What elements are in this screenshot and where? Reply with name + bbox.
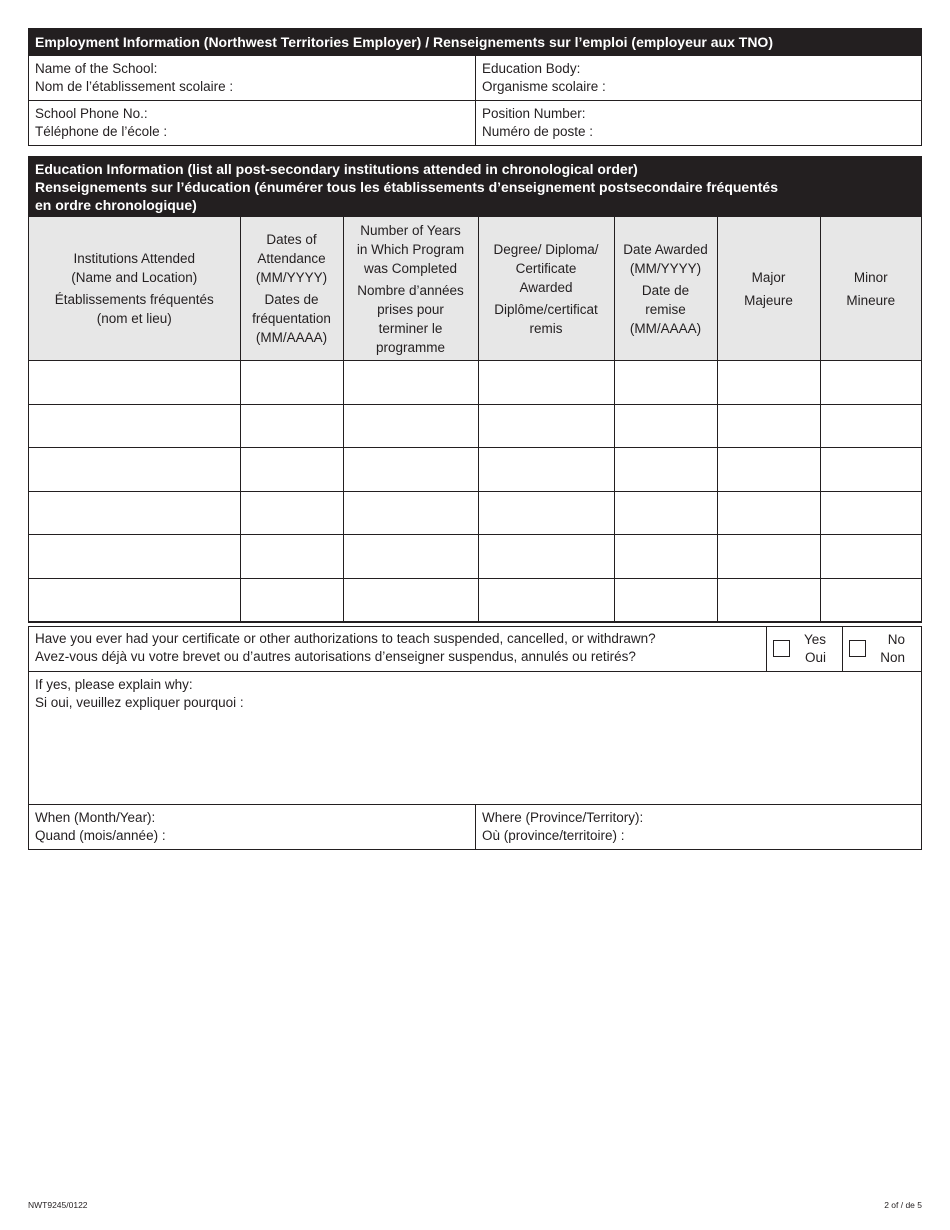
column-label-line: terminer le: [378, 320, 443, 336]
table-cell[interactable]: [343, 535, 478, 579]
column-label-line: (MM/YYYY): [255, 270, 328, 285]
school-phone-label-en: School Phone No.:: [35, 106, 148, 121]
column-label-en: [348, 221, 474, 278]
column-label-line: Dates de: [264, 292, 319, 307]
table-row: [29, 448, 921, 492]
table-cell[interactable]: [343, 491, 478, 535]
position-number-label-en: Position Number:: [482, 106, 586, 121]
education-body-field[interactable]: [475, 56, 921, 100]
position-number-field[interactable]: [475, 101, 921, 145]
column-years-completed: [343, 217, 478, 361]
table-cell[interactable]: [478, 578, 614, 622]
school-name-label-en: Name of the School:: [35, 61, 158, 76]
column-label-fr: [619, 281, 713, 338]
yes-label-fr: Oui: [804, 650, 826, 665]
column-label-line: Établissements fréquentés: [54, 292, 214, 307]
education-section: [28, 156, 922, 623]
when-field[interactable]: [29, 805, 475, 849]
table-cell[interactable]: [478, 535, 614, 579]
school-name-label-fr: Nom de l’établissement scolaire :: [35, 79, 234, 94]
column-label-en: [245, 230, 339, 287]
table-cell[interactable]: [240, 535, 343, 579]
column-label-line: programme: [375, 339, 446, 355]
table-cell[interactable]: [614, 535, 717, 579]
no-label-en: No: [887, 632, 905, 647]
column-label-fr: [825, 291, 918, 310]
no-checkbox[interactable]: [849, 640, 866, 657]
table-cell[interactable]: [240, 578, 343, 622]
column-label-line: fréquentation: [252, 311, 331, 326]
no-label-fr: Non: [880, 650, 905, 665]
yes-checkbox[interactable]: [773, 640, 790, 657]
education-table: [29, 217, 921, 622]
column-label-line: Dates of: [266, 232, 317, 247]
table-cell[interactable]: [29, 448, 240, 492]
table-cell[interactable]: [820, 535, 921, 579]
column-label-line: Diplôme/certificat: [494, 301, 598, 317]
education-body-label-en: Education Body:: [482, 61, 581, 76]
column-label-line: Number of Years: [360, 222, 461, 238]
employment-header: Employment Information (Northwest Territories Employer) / Renseignements sur l’emploi (employeur aux TNO): [28, 28, 922, 56]
column-label-line: Date de: [641, 282, 690, 298]
table-cell[interactable]: [717, 535, 820, 579]
table-row: [29, 361, 921, 405]
column-label-line: Institutions Attended: [73, 251, 196, 266]
school-name-field[interactable]: [29, 56, 475, 100]
table-cell[interactable]: [820, 361, 921, 405]
table-cell[interactable]: [717, 578, 820, 622]
education-header-line-3: en ordre chronologique): [35, 197, 197, 213]
column-label-fr: [722, 291, 816, 310]
table-cell[interactable]: [614, 404, 717, 448]
column-label-en: [619, 240, 713, 278]
table-cell[interactable]: [614, 361, 717, 405]
when-where-row: [29, 804, 921, 849]
table-cell[interactable]: [614, 578, 717, 622]
education-body-label-fr: Organisme scolaire :: [482, 79, 606, 94]
column-label-line: Mineure: [846, 292, 896, 308]
column-major: [717, 217, 820, 361]
where-label-en: Where (Province/Territory):: [482, 810, 644, 825]
table-cell[interactable]: [478, 491, 614, 535]
table-cell[interactable]: [820, 404, 921, 448]
form-number: NWT9245/0122: [28, 1200, 88, 1210]
table-cell[interactable]: [820, 448, 921, 492]
when-label-fr: Quand (mois/année) :: [35, 828, 166, 843]
no-option[interactable]: [842, 627, 921, 671]
education-header-line-1: Education Information (list all post-secondary institutions attended in chronological order): [35, 161, 638, 177]
authorization-section: [28, 626, 922, 850]
table-row: [29, 404, 921, 448]
table-cell[interactable]: [29, 361, 240, 405]
table-cell[interactable]: [343, 448, 478, 492]
column-label-fr: [348, 281, 474, 357]
table-cell[interactable]: [29, 491, 240, 535]
authorization-question-row: [29, 626, 921, 671]
when-label-en: When (Month/Year):: [35, 810, 156, 825]
explanation-label-en: If yes, please explain why:: [35, 677, 193, 692]
education-table-frame: [28, 217, 922, 623]
column-institutions: [29, 217, 240, 361]
column-degree-awarded: [478, 217, 614, 361]
table-cell[interactable]: [343, 578, 478, 622]
page-number: 2 of / de 5: [884, 1200, 922, 1210]
column-label-line: (MM/AAAA): [629, 320, 702, 336]
column-label-line: Major: [751, 269, 786, 285]
education-header-line-2: Renseignements sur l’éducation (énumérer tous les établissements d’enseignement postsecondaire fréquentés: [35, 179, 778, 195]
table-cell[interactable]: [478, 404, 614, 448]
table-cell[interactable]: [240, 404, 343, 448]
employment-row-2: [29, 100, 921, 145]
yes-option[interactable]: [766, 627, 842, 671]
education-table-header-row: [29, 217, 921, 361]
school-phone-field[interactable]: [29, 101, 475, 145]
education-header: [28, 156, 922, 217]
column-label-line: in Which Program: [356, 241, 465, 257]
table-cell[interactable]: [614, 448, 717, 492]
column-label-en: [33, 249, 236, 287]
column-label-line: Degree/ Diploma/: [493, 241, 599, 257]
column-label-line: was Completed: [363, 260, 458, 276]
column-label-line: Date Awarded: [623, 241, 708, 257]
table-cell[interactable]: [29, 404, 240, 448]
table-cell[interactable]: [614, 491, 717, 535]
where-field[interactable]: [475, 805, 921, 849]
column-label-line: (MM/AAAA): [255, 330, 328, 345]
yes-label-en: Yes: [803, 632, 826, 647]
column-label-fr: [33, 290, 236, 328]
employment-fields: [28, 56, 922, 146]
table-cell[interactable]: [240, 448, 343, 492]
column-label-fr: [245, 290, 339, 347]
column-label-en: [825, 268, 918, 287]
table-cell[interactable]: [717, 361, 820, 405]
table-cell[interactable]: [717, 404, 820, 448]
position-number-label-fr: Numéro de poste :: [482, 124, 594, 139]
where-label-fr: Où (province/territoire) :: [482, 828, 625, 843]
column-label-en: [722, 268, 816, 287]
table-cell[interactable]: [29, 578, 240, 622]
column-label-line: Minor: [853, 269, 888, 285]
table-cell[interactable]: [820, 578, 921, 622]
table-row: [29, 535, 921, 579]
table-cell[interactable]: [343, 361, 478, 405]
column-label-line: Attendance: [257, 251, 326, 266]
table-cell[interactable]: [820, 491, 921, 535]
column-label-fr: [483, 300, 610, 338]
column-label-line: (Name and Location): [71, 270, 198, 285]
education-table-body: [29, 361, 921, 622]
table-cell[interactable]: [29, 535, 240, 579]
explanation-label-fr: Si oui, veuillez expliquer pourquoi :: [35, 695, 244, 710]
column-label-line: (MM/YYYY): [629, 260, 702, 276]
table-cell[interactable]: [478, 361, 614, 405]
table-cell[interactable]: [717, 448, 820, 492]
column-label-line: Certificate: [515, 260, 577, 276]
column-label-line: Majeure: [744, 292, 793, 308]
table-cell[interactable]: [478, 448, 614, 492]
explanation-field[interactable]: [29, 671, 921, 804]
authorization-question-en: Have you ever had your certificate or other authorizations to teach suspended, cancelled, or withdrawn?: [35, 631, 656, 646]
school-phone-label-fr: Téléphone de l’école :: [35, 124, 168, 139]
column-label-line: remise: [645, 301, 686, 317]
table-cell[interactable]: [240, 361, 343, 405]
table-cell[interactable]: [717, 491, 820, 535]
column-label-en: [483, 240, 610, 297]
employment-row-1: [29, 56, 921, 100]
employment-section: [28, 28, 922, 146]
column-label-line: Nombre d’années: [357, 282, 464, 298]
no-label: [880, 631, 905, 667]
column-label-line: remis: [529, 320, 563, 336]
column-label-line: prises pour: [377, 301, 444, 317]
table-row: [29, 578, 921, 622]
column-date-awarded: [614, 217, 717, 361]
table-cell[interactable]: [343, 404, 478, 448]
authorization-question: [29, 627, 766, 671]
column-dates-attendance: [240, 217, 343, 361]
column-label-line: Awarded: [519, 279, 573, 295]
table-row: [29, 491, 921, 535]
yes-label: [804, 631, 826, 667]
column-minor: [820, 217, 921, 361]
column-label-line: (nom et lieu): [96, 311, 172, 326]
table-cell[interactable]: [240, 491, 343, 535]
authorization-question-fr: Avez-vous déjà vu votre brevet ou d’autres autorisations d’enseigner suspendus, annulés ou retirés?: [35, 649, 636, 664]
